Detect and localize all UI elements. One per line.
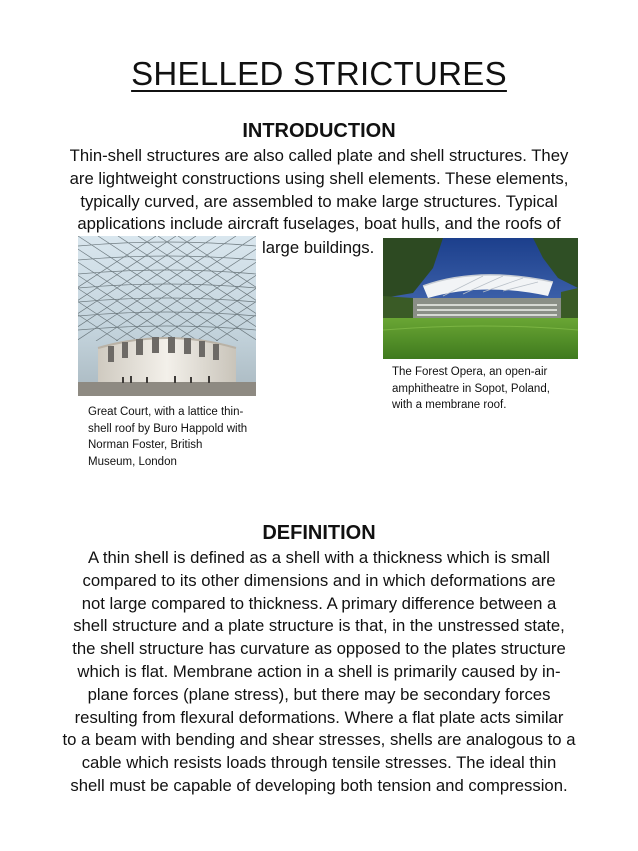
caption-line: with a membrane roof. [392,399,507,411]
definition-heading: DEFINITION [262,522,376,544]
caption-line: shell roof by Buro Happold with [88,422,248,435]
page-title: SHELLED STRICTURES [131,55,507,92]
definition-line: shell structure and a plate structure is that, in the unstressed state, [73,616,565,636]
definition-paragraph [50,547,588,798]
introduction-line: applications include aircraft fuselages, boat hulls, and the roofs of [77,214,561,234]
definition-line: compared to its other dimensions and in which deformations are [82,570,556,590]
definition-line: which is flat. Membrane action in a shell is primarily caused by in- [77,661,561,681]
definition-line: the shell structure has curvature as opposed to the plates structure [72,639,566,659]
definition-line: to a beam with bending and shear stresses, shells are analogous to a [62,730,576,750]
introduction-heading: INTRODUCTION [242,120,396,142]
caption-line: Great Court, with a lattice thin- [88,406,244,418]
caption-line: Norman Foster, British [88,439,203,451]
definition-line: A thin shell is defined as a shell with a thickness which is small [88,548,550,567]
caption-line: The Forest Opera, an open-air [392,366,548,378]
introduction-line: large buildings. [262,238,375,257]
forest-opera-photo [383,238,578,359]
caption-line: amphitheatre in Sopot, Poland, [392,382,550,395]
introduction-line: are lightweight constructions using shell elements. These elements, [69,168,569,188]
definition-line: shell must be capable of developing both tension and compression. [70,775,568,795]
introduction-line: Thin-shell structures are also called plate and shell structures. They [69,146,569,165]
introduction-paragraph [46,145,592,236]
caption-line: Museum, London [88,455,177,468]
definition-line: plane forces (plane stress), but there may be secondary forces [87,684,551,704]
forest-opera-caption [392,364,582,414]
definition-line: resulting from flexural deformations. Where a flat plate acts similar [74,707,564,727]
great-court-caption [88,404,263,470]
definition-line: cable which resists loads through tensile stresses. The ideal thin [81,753,557,773]
introduction-line: typically curved, are assembled to make large structures. Typical [80,191,558,211]
definition-line: not large compared to thickness. A primary difference between a [81,593,557,613]
great-court-photo [78,236,256,396]
